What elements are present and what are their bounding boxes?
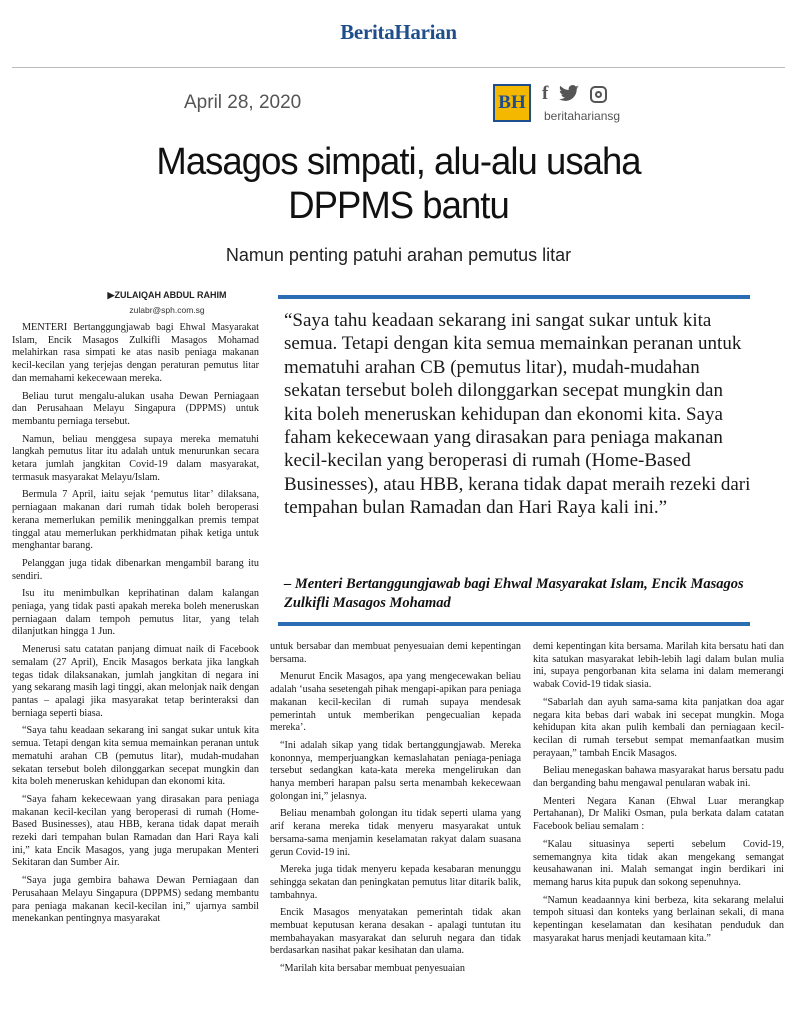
paragraph: demi kepentingan kita bersama. Marilah kita bersatu hati dan kita satukan masyarakat lebih-lebih lagi dalam bulan mulia ini, supaya pengorbanan kita selama ini dalam memerangi wabak Covid-19 tidak siasia.	[533, 641, 784, 691]
facebook-icon: f	[542, 83, 549, 104]
paragraph: MENTERI Bertanggungjawab bagi Ehwal Masyarakat Islam, Encik Masagos Zulkifli Masagos Mohamad melahirkan rasa simpati ke atas nasib peniaga makanan kecil-kecilan yang terjejas dengan peraturan pemutus litar dan memahami kekecewaan mereka.	[12, 322, 259, 384]
paragraph: “Kalau situasinya seperti sebelum Covid-19, sememangnya kita tidak akan mengekang semangat keusahawanan ini. Malah semangat ingin berdikari ini memang harus kita pupuk dan sokong sepenuhnya.	[533, 838, 784, 888]
pull-quote-attribution: – Menteri Bertanggungjawab bagi Ehwal Masyarakat Islam, Encik Masagos Zulkifli Masagos Mohamad	[284, 576, 744, 611]
paragraph: “Saya tahu keadaan sekarang ini sangat sukar untuk kita semua. Tetapi dengan kita semua memainkan peranan untuk mematuhi arahan CB (pemutus litar), mudah-mudahan sekatan tersebut boleh dilonggarkan secepat mungkin dan kita boleh meneruskan kehidupan dan ekonomi kita.	[12, 725, 259, 788]
paragraph: “Ini adalah sikap yang tidak bertanggungjawab. Mereka kononnya, memperjuangkan kemaslahatan peniaga-peniaga tersebut sedangkan kata-kata mereka mengelirukan dan hanya memberi harapan palsu serta menambah kekecewaan golongan ini,” jelasnya.	[270, 739, 521, 802]
paragraph: “Namun keadaannya kini berbeza, kita sekarang melalui tempoh situasi dan konteks yang berlainan sekali, di mana kepentingan keselamatan dan kesihatan penduduk dan masyarakat harus menjadi keutamaan kita.”	[533, 894, 784, 944]
headline	[74, 140, 724, 228]
social-handle: beritahariansg	[544, 109, 621, 123]
byline-name: ZULAIQAH ABDUL RAHIM	[114, 290, 227, 300]
twitter-icon	[558, 85, 580, 103]
paragraph: Pelanggan juga tidak dibenarkan mengambil barang itu sendiri.	[12, 557, 259, 582]
pull-quote-bottom-rule	[278, 622, 750, 626]
pull-quote: “Saya tahu keadaan sekarang ini sangat sukar untuk kita semua. Tetapi dengan kita semua memainkan peranan untuk mematuhi arahan CB (pemutus litar), mudah-mudahan sekatan tersebut boleh dilonggarkan secepat mungkin dan kita boleh meneruskan kehidupan dan ekonomi kita. Saya faham kekecewaan yang dirasakan para peniaga makanan kecil-kecilan yang beroperasi di rumah (Home-Based Businesses), atau HBB, kerana tidak dapat meraih rezeki dari tempahan bulan Ramadan dan Hari Raya kali ini.”	[284, 310, 751, 519]
headline-line-2: DPPMS bantu	[288, 185, 509, 227]
social-icons	[542, 84, 607, 104]
bh-logo: BH	[493, 84, 531, 122]
article-column-3	[533, 641, 784, 950]
paragraph: “Saya juga gembira bahawa Dewan Perniagaan dan Perusahaan Melayu Singapura (DPPMS) sedang membantu para peniaga makanan kecil-kecilan ini,” ujarnya sambil menekankan pentingnya masyarakat	[12, 875, 259, 925]
paragraph: Beliau menegaskan bahawa masyarakat harus bersatu padu dan berganding bahu mengawal penularan wabak ini.	[533, 765, 785, 790]
paragraph: Encik Masagos menyatakan pemerintah tidak akan membuat keputusan kerana desakan - apalagi tuntutan itu membahayakan masyarakat dan seluruh negara dan tidak berdasarkan nasihat pakar kesihatan dan ulama.	[270, 907, 521, 957]
paragraph: Menurut Encik Masagos, apa yang mengecewakan beliau adalah ‘usaha sesetengah pihak mengapi-apikan para peniaga makanan kecil-kecilan di rumah supaya mendesak pemerintah untuk memberikan pengecualian kepada mereka’.	[270, 671, 521, 734]
byline-arrow-icon: ▶	[107, 290, 115, 300]
paragraph: Namun, beliau menggesa supaya mereka mematuhi langkah pemutus litar itu adalah untuk menurunkan secara ketara jumlah jangkitan Covid-19 dalam masyarakat, termasuk masyarakat Melayu/Islam.	[12, 433, 259, 483]
paragraph: Menteri Negara Kanan (Ehwal Luar merangkap Pertahanan), Dr Maliki Osman, pula berkata dalam catatan Facebook beliau semalam :	[533, 795, 784, 833]
paragraph: Mereka juga tidak menyeru kepada kesabaran menunggu sehingga sekatan dan peningkatan pemutus litar ditarik balik, tambahnya.	[270, 864, 521, 901]
article-column-1	[12, 322, 259, 931]
subheadline: Namun penting patuhi arahan pemutus litar	[225, 245, 572, 265]
paragraph: “Saya faham kekecewaan yang dirasakan para peniaga makanan kecil-kecilan yang beroperasi di rumah (Home-Based Businesses), atau HBB, kerana tidak dapat meraih rezeki dari tempahan bulan Ramadan dan Hari Raya kali ini,” kata Encik Masagos, yang juga merupakan Menteri Sekitaran dan Sumber Air.	[12, 793, 259, 869]
paragraph: “Marilah kita bersabar membuat penyesuaian	[280, 963, 465, 975]
paragraph: untuk bersabar dan membuat penyesuaian demi kepentingan bersama.	[270, 641, 521, 665]
publication-date: April 28, 2020	[184, 92, 302, 113]
instagram-icon	[590, 86, 607, 103]
pull-quote-top-rule	[278, 295, 750, 299]
top-divider	[12, 67, 785, 68]
author-email: zulabr@sph.com.sg	[129, 305, 205, 315]
paragraph: Beliau turut mengalu-alukan usaha Dewan Perniagaan dan Perusahaan Melayu Singapura (DPPMS) untuk membantu perniaga tersebut.	[12, 390, 259, 427]
headline-line-1: Masagos simpati, alu-alu usaha	[156, 141, 641, 183]
paragraph: Isu itu menimbulkan keprihatinan dalam kalangan peniaga, yang tidak pasti apakah mereka boleh meneruskan perniagaan dalam tempoh pemutus litar, yang telah dilanjutkan hingga 1 Jun.	[12, 588, 259, 638]
paragraph: Beliau menambah golongan itu tidak seperti ulama yang arif kerana mereka tidak menyeru masyarakat untuk bersama-sama menjamin keselamatan rakyat dalam suasana gerun Covid-19 ini.	[270, 808, 521, 858]
paragraph: “Sabarlah dan ayuh sama-sama kita panjatkan doa agar negara kita bebas dari wabak ini secepat mungkin. Moga kehidupan kita akan pulih kembali dan perniagaan kecil-kecilan di rumah tersebut sempat memanfaatkan musim perayaan,” tambah Encik Masagos.	[533, 696, 784, 759]
masthead-logo: BeritaHarian	[340, 20, 457, 44]
article-column-2	[270, 641, 521, 981]
paragraph: Bermula 7 April, iaitu sejak ‘pemutus litar’ dilaksana, perniagaan makanan dari rumah tidak boleh beroperasi kerana memerlukan pemilik meninggalkan premis tempat tinggal atau memerlukan perkhidmatan pihak ketiga untuk menghantar barang.	[12, 489, 259, 552]
byline	[72, 290, 262, 301]
paragraph: Menerusi satu catatan panjang dimuat naik di Facebook semalam (27 April), Encik Masagos berkata jika langkah tegas tidak dilaksanakan, jumlah jangkitan di negara ini yang sekarang masih lagi tinggi, akan melonjak naik dengan pantas – apalagi jika masyarakat tetap berinteraksi dan berniaga seperti biasa.	[12, 644, 259, 719]
